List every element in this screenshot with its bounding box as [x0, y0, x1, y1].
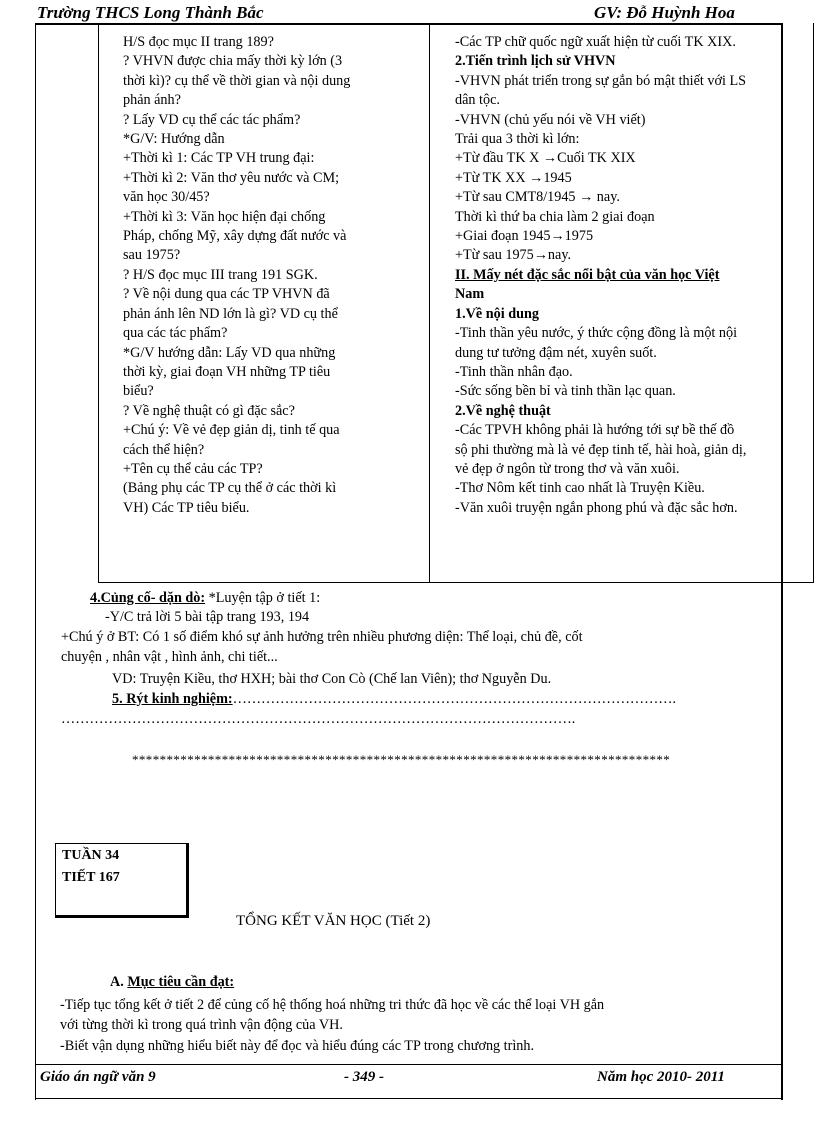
consolidation-heading: 4.Củng cố- dặn dò: — [90, 590, 206, 606]
consolidation-heading-rest: *Luyện tập ở tiết 1: — [205, 590, 321, 606]
experience-line — [112, 690, 676, 709]
right-col-line: 1.Về nội dung — [455, 305, 539, 322]
left-col-line: VH) Các TP tiêu biểu. — [123, 499, 250, 516]
left-col-line: biểu? — [123, 383, 154, 400]
left-col-line: ? Về nghệ thuật có gì đặc sắc? — [123, 402, 295, 419]
right-col-line: -Tinh thần nhân đạo. — [455, 363, 573, 380]
objectives-heading — [110, 973, 234, 992]
right-col-line: -Thơ Nôm kết tinh cao nhất là Truyện Kiều. — [455, 480, 705, 497]
objectives-line-1: -Tiếp tục tổng kết ở tiết 2 để củng cố hệ thống hoá những tri thức đã học về các thể loại VH gắn — [60, 997, 605, 1013]
left-col-line: +Thời kì 2: Văn thơ yêu nước và CM; — [123, 169, 340, 186]
left-col-line: Pháp, chống Mỹ, xây dựng đất nước và — [123, 228, 347, 245]
left-col-line: ? Về nội dung qua các TP VHVN đã — [123, 286, 330, 303]
right-col-line: +Từ đầu TK X →Cuối TK XIX — [455, 150, 636, 167]
left-col-line: thời kì)? cụ thể về thời gian và nội dung — [123, 72, 351, 89]
objectives-heading-text: Mục tiêu cần đạt: — [127, 974, 235, 990]
left-col-line: H/S đọc mục II trang 189? — [123, 34, 274, 50]
left-col-line: ? VHVN được chia mấy thời kỳ lớn (3 — [123, 53, 343, 70]
star-divider: ****************************************************************************** — [132, 752, 671, 767]
left-col-line: phản ánh lên ND lớn là gì? VD cụ thể — [123, 305, 338, 322]
right-col-line: sộ phi thường mà là vẻ đẹp tinh tế, hài hoà, giản dị, — [455, 441, 747, 458]
objectives-line-3: -Biết vận dụng những hiểu biết này để đọc và hiểu đúng các TP trong chương trình. — [60, 1038, 535, 1054]
footer-year: Năm học 2010- 2011 — [597, 1069, 725, 1085]
left-col-line: *G/V: Hướng dẫn — [123, 131, 225, 148]
left-col-line: văn học 30/45? — [123, 189, 210, 206]
page-border-bottom — [35, 1098, 783, 1099]
right-col-line: +Từ sau 1975→nay. — [455, 247, 572, 264]
consolidation-line-4: chuyện , nhân vật , hình ảnh, chi tiết... — [61, 649, 278, 665]
right-col-line: +Giai đoạn 1945→1975 — [455, 228, 594, 245]
footer-page: - 349 - — [344, 1069, 384, 1085]
lesson-title: TỔNG KẾT VĂN HỌC (Tiết 2) — [236, 913, 431, 929]
right-col-line: -Các TP chữ quốc ngữ xuất hiện từ cuối TK XIX. — [455, 34, 736, 50]
right-col-line: 2.Về nghệ thuật — [455, 402, 551, 419]
footer-rule — [35, 1064, 783, 1065]
right-col-line: +Từ TK XX →1945 — [455, 169, 572, 186]
week-label: TUẦN 34 — [62, 848, 120, 863]
right-col-line: Nam — [455, 286, 485, 303]
right-col-line: Trải qua 3 thời kì lớn: — [455, 131, 580, 148]
left-col-line: thời kỳ, giai đoạn VH những TP tiêu — [123, 363, 331, 380]
right-col-line: -Sức sống bền bỉ và tinh thần lạc quan. — [455, 383, 676, 400]
left-col-line: +Chú ý: Về vẻ đẹp giản dị, tinh tế qua — [123, 422, 340, 439]
right-col-line: 2.Tiến trình lịch sử VHVN — [455, 53, 616, 70]
left-col-line: +Thời kì 1: Các TP VH trung đại: — [123, 150, 315, 167]
right-col-line: -Văn xuôi truyện ngắn phong phú và đặc sắc hơn. — [455, 499, 738, 516]
right-col-line: -VHVN phát triển trong sự gắn bó mật thiết với LS — [455, 72, 747, 89]
right-col-line: dung tư tưởng đậm nét, xuyên suốt. — [455, 344, 657, 361]
experience-label: 5. Rýt kinh nghiệm: — [112, 691, 233, 707]
school-name: Trường THCS Long Thành Bắc — [37, 3, 264, 22]
right-col-line: -Tinh thần yêu nước, ý thức cộng đồng là một nội — [455, 325, 738, 342]
right-column — [455, 33, 815, 518]
consolidation-line-2: -Y/C trả lời 5 bài tập trang 193, 194 — [105, 609, 310, 625]
left-col-line: qua các tác phẩm? — [123, 325, 228, 342]
left-column — [123, 33, 423, 518]
footer-book: Giáo án ngữ văn 9 — [40, 1069, 156, 1085]
left-col-line: (Bảng phụ các TP cụ thể ở các thời kì — [123, 480, 337, 497]
left-col-line: *G/V hướng dẫn: Lấy VD qua những — [123, 344, 336, 361]
left-col-line: +Tên cụ thể cảu các TP? — [123, 460, 263, 477]
page-border-left — [35, 23, 36, 1100]
right-col-line: dân tộc. — [455, 92, 500, 109]
right-col-line: II. Mấy nét đặc sắc nổi bật của văn học Việt — [455, 266, 720, 283]
left-col-line: ? H/S đọc mục III trang 191 SGK. — [123, 266, 318, 283]
consolidation-line-3: +Chú ý ở BT: Có 1 số điểm khó sự ảnh hưởng trên nhiều phương diện: Thể loại, chủ đề, cốt — [61, 629, 583, 645]
objectives-prefix: A. — [110, 974, 128, 990]
left-col-line: cách thể hiện? — [123, 441, 205, 458]
right-col-line: Thời kì thứ ba chia làm 2 giai đoạn — [455, 208, 655, 225]
left-col-line: phản ánh? — [123, 92, 181, 109]
right-col-line: vẻ đẹp ở ngôn từ trong thơ và văn xuôi. — [455, 460, 680, 477]
table-divider — [429, 23, 430, 583]
objectives-line-2: với từng thời kì trong quá trình vận động của VH. — [60, 1017, 343, 1033]
right-col-line: -VHVN (chủ yếu nói về VH viết) — [455, 111, 646, 128]
consolidation-heading-line — [90, 589, 320, 608]
right-col-line: +Từ sau CMT8/1945 → nay. — [455, 189, 620, 206]
left-col-line: ? Lấy VD cụ thể các tác phẩm? — [123, 111, 301, 128]
teacher-name: GV: Đỗ Huỳnh Hoa — [594, 3, 735, 22]
consolidation-line-5: VD: Truyện Kiều, thơ HXH; bài thơ Con Cò (Chế lan Viên); thơ Nguyễn Du. — [112, 671, 552, 687]
left-col-line: +Thời kì 3: Văn học hiện đại chống — [123, 208, 326, 225]
dots-line: ………………………………………………………………………………………………. — [61, 711, 576, 727]
right-col-line: -Các TPVH không phải là hướng tới sự bề thế đồ — [455, 422, 735, 439]
experience-dots: …………………………………………………………………………………. — [232, 691, 676, 707]
left-col-line: sau 1975? — [123, 247, 181, 264]
period-label: TIẾT 167 — [62, 870, 120, 885]
